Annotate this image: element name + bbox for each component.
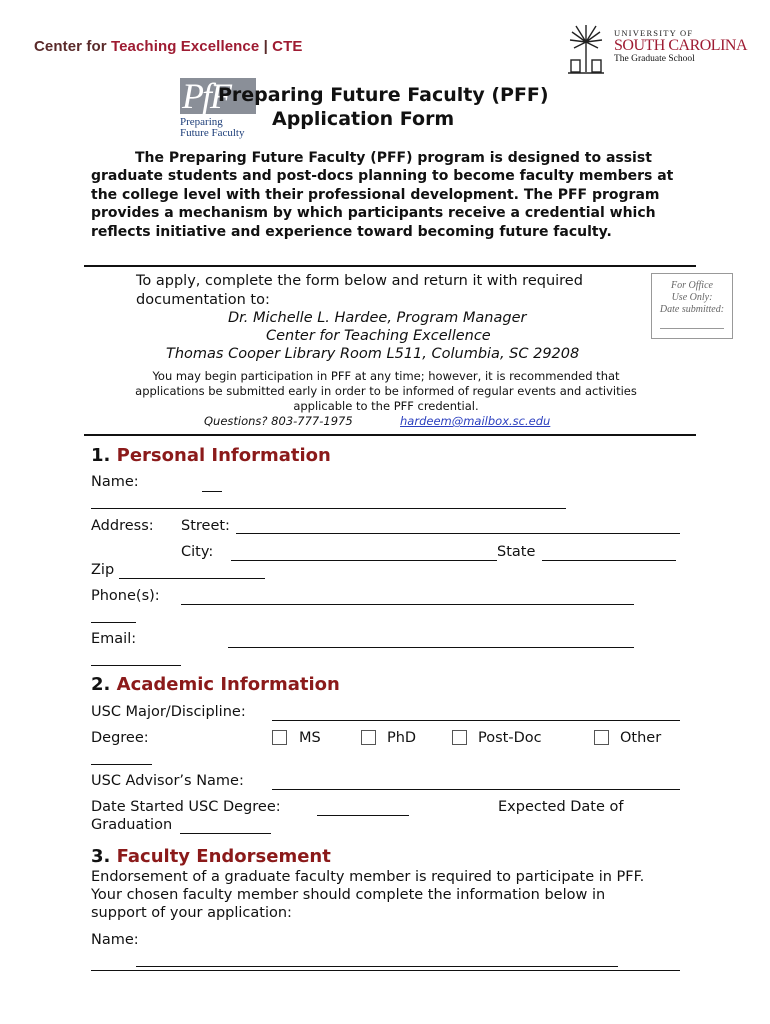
intro-paragraph: The Preparing Future Faculty (PFF) program is designed to assist graduate students and post-docs planning to become faculty members at the college level with their professional development. The PFF program provides a mechanism by which participants receive a credential which reflects initiative and experience toward becoming future faculty. xyxy=(91,150,674,240)
graduation-field[interactable] xyxy=(180,833,271,834)
address-label: Address: xyxy=(91,518,154,534)
street-field[interactable] xyxy=(236,533,680,534)
pff-logo-caption-2: Future Faculty xyxy=(180,127,245,139)
city-label: City: xyxy=(181,544,214,560)
zip-label: Zip xyxy=(91,562,115,578)
cte-logo-text: Center for Teaching Excellence | CTE xyxy=(34,38,303,55)
degree-phd-label: PhD xyxy=(387,730,417,746)
apply-line1: To apply, complete the form below and return it with required xyxy=(136,273,583,289)
name-field[interactable] xyxy=(91,508,566,509)
questions-phone: Questions? 803-777-1975 xyxy=(204,414,353,428)
divider-top xyxy=(84,265,696,267)
major-label: USC Major/Discipline: xyxy=(91,704,246,720)
contact-address: Thomas Cooper Library Room L511, Columbia, SC 29208 xyxy=(166,346,580,362)
notice-line1: You may begin participation in PFF at any time; however, it is recommended that xyxy=(152,369,620,383)
state-label: State xyxy=(497,544,536,560)
name-label: Name: xyxy=(91,474,139,490)
degree-postdoc-label: Post-Doc xyxy=(478,730,542,746)
section2-heading: 2. Academic Information xyxy=(91,674,340,695)
degree-other-field[interactable] xyxy=(91,764,152,765)
pff-logo-mark: PfF xyxy=(182,76,230,116)
name-field-short[interactable] xyxy=(202,491,222,492)
divider-notice xyxy=(84,434,696,436)
date-started-field[interactable] xyxy=(317,815,409,816)
office-use-box: For Office Use Only: Date submitted: xyxy=(651,273,733,339)
advisor-field[interactable] xyxy=(272,789,680,790)
section3-heading: 3. Faculty Endorsement xyxy=(91,846,331,867)
degree-label: Degree: xyxy=(91,730,149,746)
usc-graduate-school-logo: UNIVERSITY OF SOUTH CAROLINA The Graduate School xyxy=(614,28,747,64)
section1-heading: 1. Personal Information xyxy=(91,445,331,466)
usc-palmetto-logo-icon xyxy=(566,24,606,76)
endorsement-line2: Your chosen faculty member should complete the information below in xyxy=(91,887,606,903)
expected-label: Expected Date of xyxy=(498,799,624,815)
notice-line2: applications be submitted early in order to be informed of regular events and activities xyxy=(135,384,637,398)
date-started-label: Date Started USC Degree: xyxy=(91,799,281,815)
endorsement-line3: support of your application: xyxy=(91,905,292,921)
pff-logo-caption-1: Preparing xyxy=(180,116,223,128)
advisor-label: USC Advisor’s Name: xyxy=(91,773,244,789)
page-title-line2: Application Form xyxy=(272,108,455,130)
phone-field-cont[interactable] xyxy=(91,622,136,623)
city-field[interactable] xyxy=(231,560,497,561)
apply-line2: documentation to: xyxy=(136,292,270,308)
notice-line3: applicable to the PFF credential. xyxy=(293,399,479,413)
email-field[interactable] xyxy=(228,647,634,648)
email-label: Email: xyxy=(91,631,137,647)
degree-ms-label: MS xyxy=(299,730,321,746)
degree-other-label: Other xyxy=(620,730,662,746)
faculty-name-field[interactable] xyxy=(136,966,618,967)
endorsement-line1: Endorsement of a graduate faculty member is required to participate in PFF. xyxy=(91,869,645,885)
faculty-divider xyxy=(91,970,680,971)
office-date-line xyxy=(660,328,724,329)
email-field-cont[interactable] xyxy=(91,665,181,666)
phone-field[interactable] xyxy=(181,604,634,605)
contact-email-link[interactable]: hardeem@mailbox.sc.edu xyxy=(400,414,551,428)
phone-label: Phone(s): xyxy=(91,588,160,604)
state-field[interactable] xyxy=(542,560,676,561)
major-field[interactable] xyxy=(272,720,680,721)
degree-other-checkbox[interactable] xyxy=(594,730,609,745)
degree-postdoc-checkbox[interactable] xyxy=(452,730,467,745)
page-title-line1: Preparing Future Faculty (PFF) xyxy=(218,84,549,106)
faculty-name-label: Name: xyxy=(91,932,139,948)
degree-phd-checkbox[interactable] xyxy=(361,730,376,745)
degree-ms-checkbox[interactable] xyxy=(272,730,287,745)
contact-dept: Center for Teaching Excellence xyxy=(266,328,491,344)
street-label: Street: xyxy=(181,518,230,534)
graduation-label: Graduation xyxy=(91,817,173,833)
zip-field[interactable] xyxy=(119,578,265,579)
contact-name: Dr. Michelle L. Hardee, Program Manager xyxy=(228,310,527,326)
